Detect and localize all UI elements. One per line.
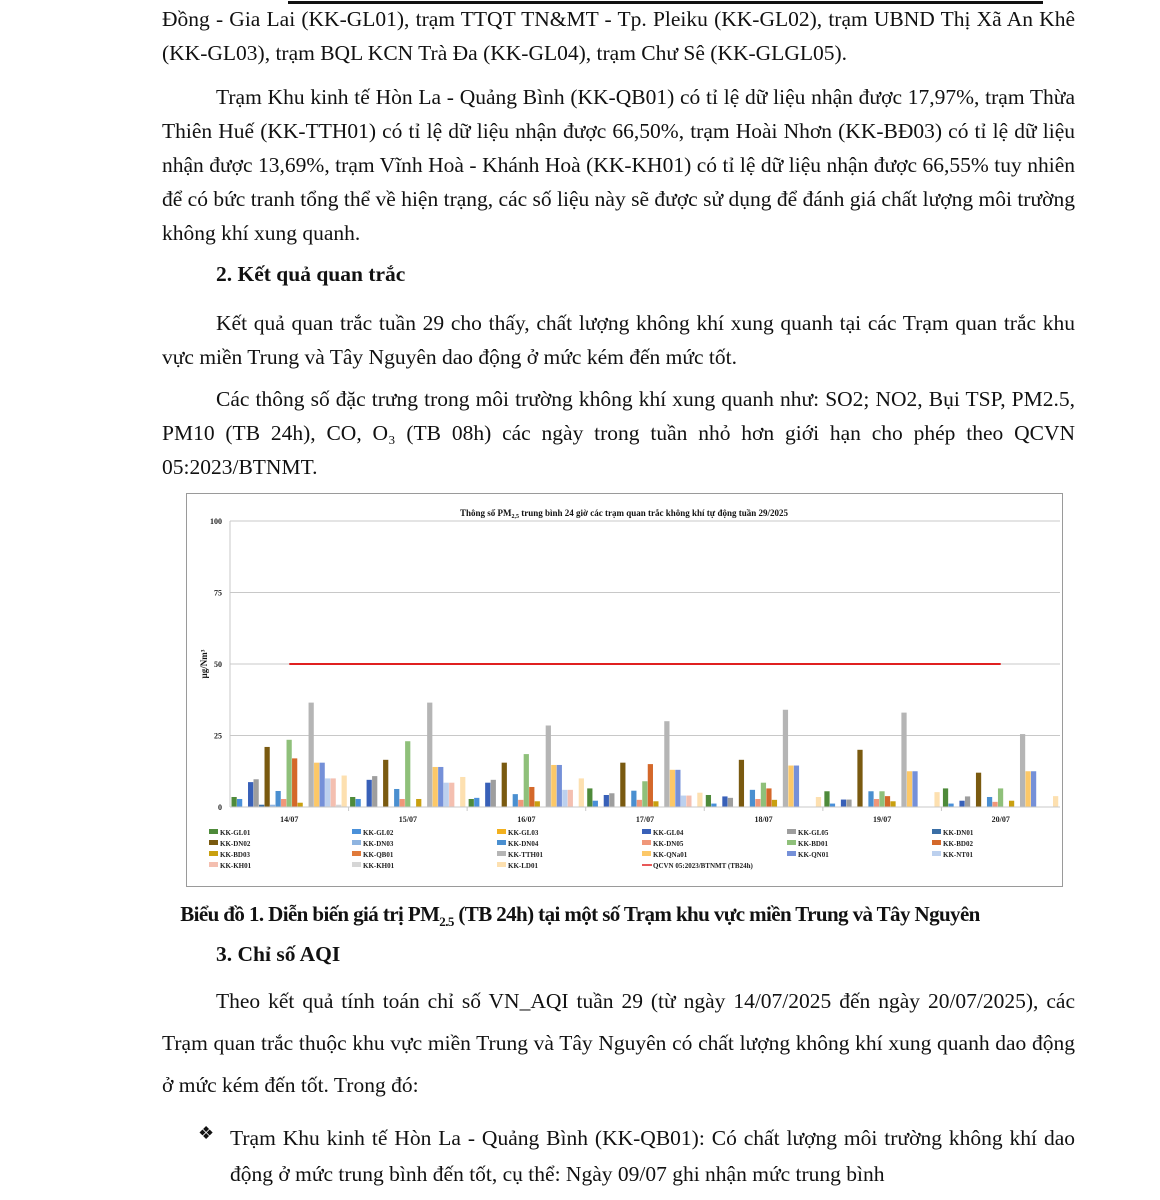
caption-subscript: 2.5 (439, 914, 454, 930)
bar-kk-gl02-18-07 (711, 804, 716, 807)
bar-kk-tth01-15-07 (427, 703, 432, 807)
legend-label: KK-GL02 (363, 829, 394, 837)
bar-kk-qn01-20-07 (1031, 771, 1036, 807)
y-tick-label: 50 (214, 660, 222, 669)
bar-kk-gl02-17-07 (593, 801, 598, 807)
legend-swatch (497, 851, 506, 856)
bar-kk-qn01-17-07 (675, 770, 680, 807)
bar-kk-dn02-19-07 (857, 750, 862, 807)
bar-kk-tth01-16-07 (546, 725, 551, 807)
bar-kk-qn01-15-07 (438, 767, 443, 807)
bar-kk-gl01-17-07 (587, 788, 592, 807)
bar-kk-kh01-16-07 (568, 790, 573, 807)
bar-kk-qna01-15-07 (433, 767, 438, 807)
y-tick-label: 75 (214, 588, 222, 598)
bar-kk-bd01-17-07 (642, 781, 647, 807)
bullet-item-qb01: Trạm Khu kinh tế Hòn La - Quảng Bình (KK-QB01): Có chất lượng môi trường không khí dao động ở mức trung bình đến tốt, cụ thể: Ngày 09/07 ghi nhận mức trung bình (230, 1126, 1075, 1186)
chart-title: Thông số $PM_{2,5}$ trung bình 24 giờ các trạm quan trắc không khí tự động tuần 29/2025 (460, 508, 788, 520)
bar-kk-nt01-14-07 (325, 778, 330, 807)
bar-kk-bd01-14-07 (287, 740, 292, 807)
bar-kk-dn05-17-07 (637, 800, 642, 807)
bar-kk-qn01-14-07 (320, 763, 325, 807)
bar-kk-gl05-19-07 (846, 800, 851, 807)
legend-label: KK-BD03 (220, 851, 250, 859)
bar-kk-gl04-15-07 (367, 780, 372, 807)
bar-kk-gl01-14-07 (232, 797, 237, 807)
legend-swatch (352, 840, 361, 845)
legend-label: KK-KH01 (220, 862, 252, 870)
bar-kk-gl04-17-07 (604, 795, 609, 807)
bar-kk-gl04-16-07 (485, 783, 490, 807)
bar-kk-ld01-20-07 (1053, 796, 1058, 807)
bar-kk-gl04-20-07 (959, 801, 964, 807)
bar-kk-tth01-20-07 (1020, 734, 1025, 807)
bar-kk-bd01-20-07 (998, 788, 1003, 807)
x-tick-label: 18/07 (754, 815, 773, 824)
legend-label: KK-BD02 (943, 840, 973, 848)
legend-label: KK-LD01 (508, 862, 538, 870)
bar-kk-dn05-16-07 (518, 800, 523, 807)
bar-kk-gl01-16-07 (469, 799, 474, 807)
legend-label: KK-QN01 (798, 851, 829, 859)
bar-kk-gl02-14-07 (237, 799, 242, 807)
bar-kk-ld01-16-07 (579, 778, 584, 807)
bar-kk-bd03-20-07 (1009, 801, 1014, 807)
bar-kk-dn05-20-07 (992, 802, 997, 807)
legend-swatch (209, 829, 218, 834)
bar-kk-dn04-16-07 (513, 794, 518, 807)
legend-swatch (642, 829, 651, 834)
bar-kk-ld01-18-07 (816, 797, 821, 807)
legend-swatch (932, 851, 941, 856)
bar-kk-bd01-16-07 (524, 754, 529, 807)
bar-kk-gl01-19-07 (824, 791, 829, 807)
bar-kk-bd01-19-07 (879, 791, 884, 807)
bar-kk-dn05-18-07 (755, 799, 760, 807)
legend-swatch (209, 851, 218, 856)
bar-kk-tth01-19-07 (901, 713, 906, 807)
bar-kk-gl05-14-07 (254, 779, 259, 807)
y-tick-label: 100 (210, 517, 222, 526)
heading-monitoring-results: 2. Kết quả quan trắc (216, 262, 406, 286)
bar-kk-qna01-18-07 (788, 766, 793, 807)
paragraph-parameters: Các thông số đặc trưng trong môi trường không khí xung quanh như: SO2; NO2, Bụi TSP, PM2.5, PM10 (TB 24h), CO, O₃ (TB 08h) các ngày trong tuần nhỏ hơn giới hạn cho phép theo QCVN 05:2023/BTNMT. (162, 387, 1075, 479)
bar-kk-dn02-14-07 (265, 747, 270, 807)
heading-aqi: 3. Chỉ số AQI (216, 942, 341, 966)
paragraph-data-rates: Trạm Khu kinh tế Hòn La - Quảng Bình (KK-QB01) có tỉ lệ dữ liệu nhận được 17,97%, trạm Thừa Thiên Huế (KK-TTH01) có tỉ lệ dữ liệu nhận được 66,50%, trạm Hoài Nhơn (KK-BĐ03) có tỉ lệ dữ liệu nhận được 13,69%, trạm Vĩnh Hoà - Khánh Hoà (KK-KH01) có tỉ lệ dữ liệu nhận được 66,55% tuy nhiên để có bức tranh tổng thể về hiện trạng, các số liệu này sẽ được sử dụng để đánh giá chất lượng môi trường không khí xung quanh. (162, 85, 1075, 245)
bar-kk-dn02-15-07 (383, 760, 388, 807)
legend-label: KK-QB01 (363, 851, 394, 859)
legend-swatch (787, 840, 796, 845)
legend-swatch (352, 829, 361, 834)
bar-kk-gl05-20-07 (965, 796, 970, 807)
bar-kk-dn04-14-07 (276, 791, 281, 807)
legend-label: KK-GL04 (653, 829, 684, 837)
bar-kk-qna01-16-07 (551, 765, 556, 807)
bar-kk-qn01-16-07 (557, 765, 562, 807)
x-tick-label: 15/07 (398, 815, 417, 824)
legend-label: KK-TTH01 (508, 851, 544, 859)
bar-kk-gl04-19-07 (841, 800, 846, 807)
bar-kk-ld01-17-07 (697, 793, 702, 807)
y-tick-label: 0 (218, 803, 222, 812)
legend-label: KK-DN05 (653, 840, 684, 848)
bar-kk-dn02-18-07 (739, 760, 744, 807)
legend-label: KK-DN02 (220, 840, 251, 848)
legend-label: KK-QNa01 (653, 851, 688, 859)
bar-kk-bd02-16-07 (529, 787, 534, 807)
bar-kk-dn05-15-07 (400, 799, 405, 807)
bar-kk-gl05-16-07 (491, 780, 496, 807)
x-tick-label: 19/07 (873, 815, 892, 824)
bar-kk-dn04-19-07 (868, 791, 873, 807)
bar-kk-gl02-20-07 (948, 804, 953, 807)
bar-kk-ld01-19-07 (934, 792, 939, 807)
legend-swatch (352, 851, 361, 856)
bar-kk-dn02-17-07 (620, 763, 625, 807)
legend-swatch (209, 862, 218, 867)
legend-label: KK-DN01 (943, 829, 974, 837)
x-tick-label: 17/07 (635, 815, 655, 824)
chart-caption (0, 902, 1160, 930)
legend-swatch (787, 829, 796, 834)
x-tick-label: 16/07 (517, 815, 536, 824)
bar-kk-qna01-19-07 (907, 771, 912, 807)
chart-canvas (187, 494, 1062, 886)
legend-label: QCVN 05:2023/BTNMT (TB24h) (653, 862, 753, 870)
legend-label: KK-KH01 (363, 862, 395, 870)
bar-kk-bd03-18-07 (772, 800, 777, 807)
bar-kk-gl02-16-07 (474, 798, 479, 807)
paragraph-stations: Đồng - Gia Lai (KK-GL01), trạm TTQT TN&MT - Tp. Pleiku (KK-GL02), trạm UBND Thị Xã An Khê (KK-GL03), trạm BQL KCN Trà Đa (KK-GL04), trạm Chư Sê (KK-GLGL05). (162, 7, 1075, 65)
caption-text-end: (TB 24h) tại một số Trạm khu vực miền Trung và Tây Nguyên (453, 902, 980, 926)
bar-kk-dn05-14-07 (281, 799, 286, 807)
y-axis-label: µg/Nm³ (199, 649, 209, 679)
legend-swatch (932, 829, 941, 834)
legend-swatch (642, 851, 651, 856)
bar-kk-ld01-14-07 (342, 776, 347, 807)
bar-kk-bd03-17-07 (653, 801, 658, 807)
legend-swatch (497, 829, 506, 834)
bar-kk-tth01-18-07 (783, 710, 788, 807)
bar-kk-bd01-15-07 (405, 741, 410, 807)
legend-swatch (787, 851, 796, 856)
pm25-chart (186, 493, 1063, 887)
bar-kk-bd01-18-07 (761, 783, 766, 807)
bar-kk-bd03-15-07 (416, 799, 421, 807)
legend-swatch (932, 840, 941, 845)
bar-kk-gl02-15-07 (356, 799, 361, 807)
bar-kk-gl01-18-07 (706, 795, 711, 807)
paragraph-results: Kết quả quan trắc tuần 29 cho thấy, chất lượng không khí xung quanh tại các Trạm quan trắc khu vực miền Trung và Tây Nguyên dao động ở mức kém đến mức tốt. (162, 311, 1075, 369)
bar-kk-kh01-15-07 (449, 783, 454, 807)
bar-kk-qna01-14-07 (314, 763, 319, 807)
legend-label: KK-GL01 (220, 829, 251, 837)
legend-label: KK-DN03 (363, 840, 394, 848)
bar-kk-tth01-14-07 (309, 703, 314, 807)
bar-kk-gl01-20-07 (943, 788, 948, 807)
bar-kk-dn02-16-07 (502, 763, 507, 807)
bar-kk-nt01-15-07 (444, 783, 449, 807)
legend-label: KK-DN04 (508, 840, 539, 848)
x-tick-label: 14/07 (280, 815, 299, 824)
bar-kk-gl01-15-07 (350, 797, 355, 807)
bar-kk-bd02-17-07 (648, 764, 653, 807)
paragraph-aqi: Theo kết quả tính toán chỉ số VN_AQI tuần 29 (từ ngày 14/07/2025 đến ngày 20/07/2025), các Trạm quan trắc thuộc khu vực miền Trung và Tây Nguyên có chất lượng không khí xung quanh dao động ở mức kém đến tốt. Trong đó: (162, 989, 1075, 1097)
legend-label: KK-NT01 (943, 851, 973, 859)
caption-text: Biểu đồ 1. Diễn biến giá trị PM (180, 902, 440, 926)
legend-label: KK-GL03 (508, 829, 539, 837)
bar-kk-dn02-20-07 (976, 773, 981, 807)
bar-kk-gl05-18-07 (728, 798, 733, 807)
bar-kk-gl05-15-07 (372, 776, 377, 807)
legend-swatch (352, 862, 361, 867)
bar-kk-gl02-19-07 (830, 804, 835, 807)
bar-kk-bd03-16-07 (535, 801, 540, 807)
bar-kk-dn05-19-07 (874, 799, 879, 807)
bar-kk-nt01-17-07 (681, 796, 686, 807)
bar-kk-gl05-17-07 (609, 793, 614, 807)
bar-kk-bd02-14-07 (292, 758, 297, 807)
bar-kk-qna01-17-07 (670, 770, 675, 807)
legend-label: KK-BD01 (798, 840, 828, 848)
bar-kk-ld01-15-07 (460, 777, 465, 807)
bar-kk-dn04-20-07 (987, 797, 992, 807)
bar-kk-gl04-14-07 (248, 782, 253, 807)
bar-kk-qna01-20-07 (1025, 771, 1030, 807)
legend-swatch (209, 840, 218, 845)
y-tick-label: 25 (214, 731, 222, 741)
diamond-bullet-icon: ❖ (198, 1123, 215, 1143)
bar-kk-dn04-15-07 (394, 789, 399, 807)
bar-kk-bd03-14-07 (298, 803, 303, 807)
bar-kk-gl04-18-07 (722, 796, 727, 807)
legend-swatch (497, 862, 506, 867)
bar-kk-kh01-14-07 (331, 778, 336, 807)
bar-kk-bd03-19-07 (890, 801, 895, 807)
bar-kk-dn04-17-07 (631, 791, 636, 807)
x-tick-label: 20/07 (991, 815, 1010, 824)
bar-kk-kh01-17-07 (686, 796, 691, 807)
legend-swatch (497, 840, 506, 845)
bar-kk-tth01-17-07 (664, 721, 669, 807)
bar-kk-qn01-19-07 (912, 771, 917, 807)
legend-label: KK-GL05 (798, 829, 829, 837)
bar-kk-bd02-18-07 (766, 788, 771, 807)
legend-swatch (642, 840, 651, 845)
bar-kk-dn04-18-07 (750, 790, 755, 807)
bar-kk-bd02-19-07 (885, 796, 890, 807)
bar-kk-qn01-18-07 (794, 766, 799, 807)
bar-kk-nt01-16-07 (562, 790, 567, 807)
